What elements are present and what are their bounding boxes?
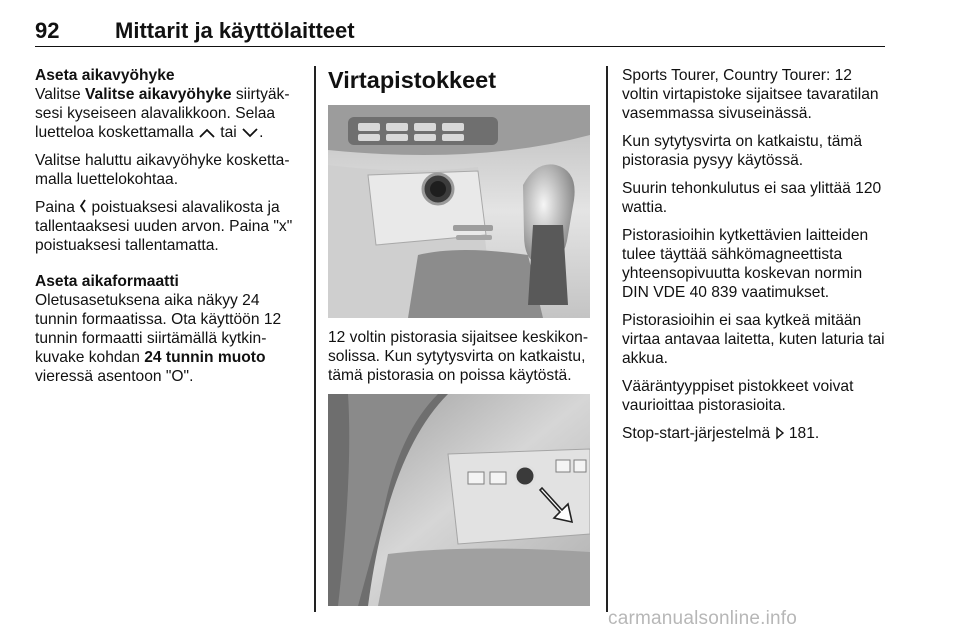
paragraph-trunk-socket: Sports Tourer, Country Tourer: 12 voltin virtapistoke sijaitsee tavaratilan vasemmassa sivuseinässä. xyxy=(622,67,879,122)
paragraph-timeformat xyxy=(35,291,305,386)
paragraph-timezone-select xyxy=(35,85,305,142)
page-title: Mittarit ja käyttölaitteet xyxy=(115,18,355,43)
paragraph-timezone-exit xyxy=(35,198,305,255)
page-number: 92 xyxy=(35,18,60,43)
chevron-down-icon xyxy=(241,127,259,139)
text-fragment: . xyxy=(259,124,264,141)
menu-term-timezone: Valitse aikavyöhyke xyxy=(84,86,232,103)
column-right xyxy=(622,66,892,452)
paragraph-max-power: Suurin tehonkulutus ei saa ylittää 120 wattia. xyxy=(622,180,882,216)
text-fragment: Paina xyxy=(35,199,80,216)
column-left xyxy=(35,66,305,395)
menu-term-24h: 24 tunnin muoto xyxy=(144,349,266,366)
text-fragment: Valitse xyxy=(35,86,85,103)
paragraph-wrong-plugs: Vääräntyyppiset pistokkeet voivat vaurioittaa pistorasioita. xyxy=(622,378,854,414)
paragraph-emc-standard: Pistorasioihin kytkettävien laitteiden tulee täyttää sähkömagneettista yhteensopivuutta koskevan normin DIN VDE 40 839 vaatimukset. xyxy=(622,227,869,301)
chevron-up-icon xyxy=(198,127,216,139)
section-title-timezone: Aseta aikavyöhyke xyxy=(35,67,175,84)
page-header xyxy=(35,12,885,47)
text-fragment: siirtyäksesi kyseiseen alavalikkoon. Selaa luetteloa koskettamalla xyxy=(35,86,290,141)
text-fragment: vieressä asentoon "O". xyxy=(35,368,194,385)
figure-caption: 12 voltin pistorasia sijaitsee keskikonsolissa. Kun sytytysvirta on katkaistu, tämä pistorasia on poissa käytöstä. xyxy=(328,329,589,384)
paragraph-timezone-choose: Valitse haluttu aikavyöhyke koskettamalla luettelokohtaa. xyxy=(35,152,290,188)
text-fragment: Stop-start-järjestelmä xyxy=(622,425,775,442)
watermark: carmanualsonline.info xyxy=(608,608,798,629)
paragraph-stop-start-ref xyxy=(622,424,892,443)
column-middle xyxy=(328,66,594,606)
photo-trunk-socket xyxy=(328,394,590,606)
text-fragment: tai xyxy=(215,124,242,141)
section-title-timeformat: Aseta aikaformaatti xyxy=(35,273,179,290)
page-reference[interactable]: 181. xyxy=(784,425,820,442)
page-reference-arrow-icon xyxy=(775,426,785,440)
section-heading: Virtapistokkeet xyxy=(328,67,497,93)
paragraph-no-charger: Pistorasioihin ei saa kytkeä mitään virtaa antavaa laitetta, kuten laturia tai akkua. xyxy=(622,312,885,367)
column-divider xyxy=(606,66,608,612)
text-fragment: Oletusasetuksena aika näkyy 24 tunnin formaatissa. Ota käyttöön 12 tunnin formaatti siirtämällä kytkinkuvake kohdan xyxy=(35,292,282,366)
paragraph-ignition-off: Kun sytytysvirta on katkaistu, tämä pistorasia pysyy käytössä. xyxy=(622,133,863,169)
photo-center-console-socket xyxy=(328,105,590,318)
column-divider xyxy=(314,66,316,612)
text-fragment: poistuaksesi alavalikosta ja tallentaaksesi uuden arvon. Paina "x" poistuaksesi tallentamatta. xyxy=(35,199,293,254)
